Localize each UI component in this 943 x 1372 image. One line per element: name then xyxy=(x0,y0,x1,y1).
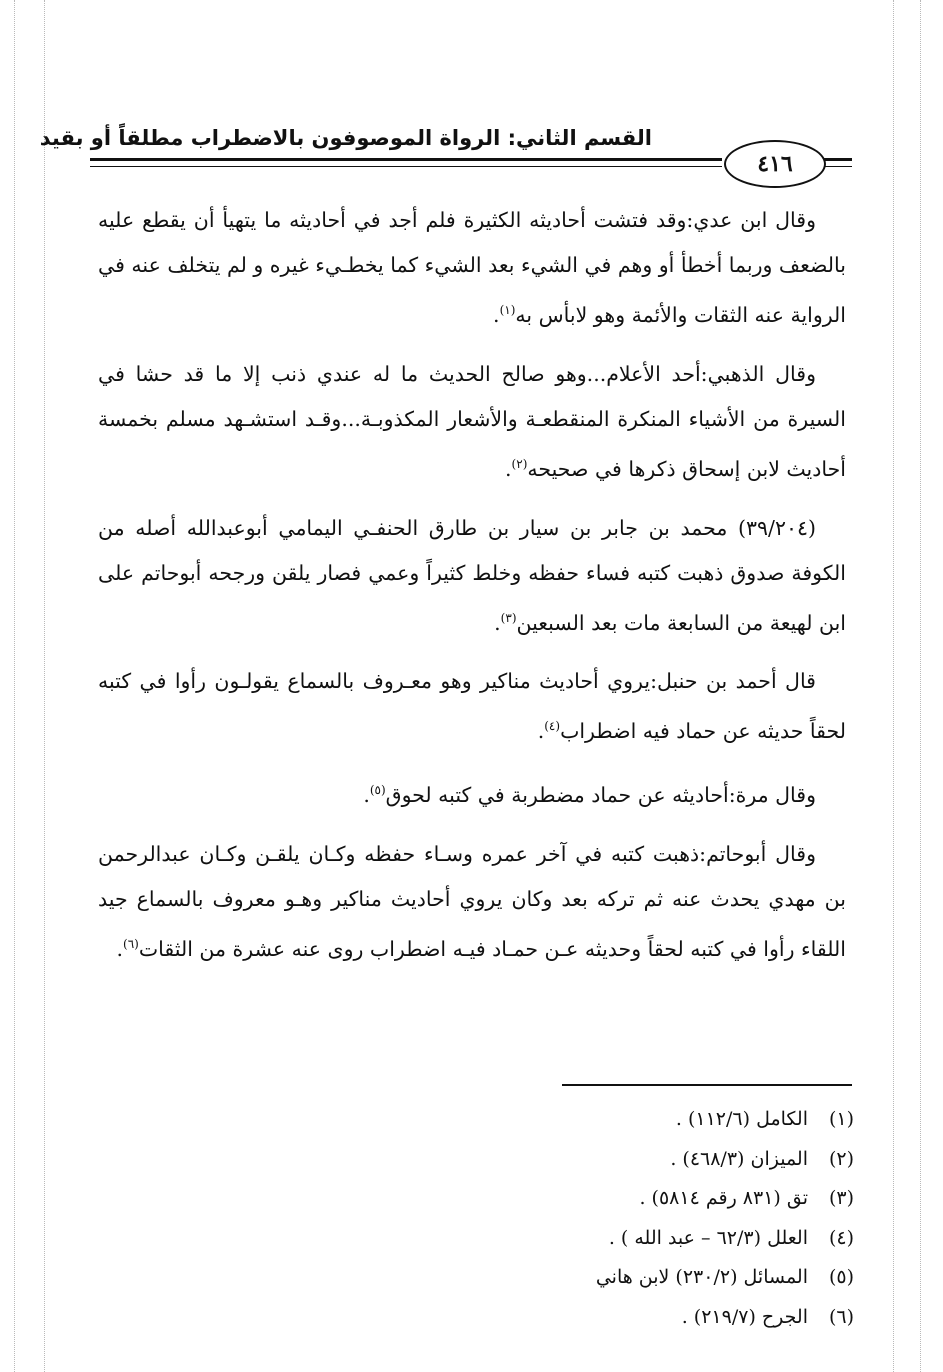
paragraph: وقال الذهبي:أحد الأعلام...وهو صالح الحديث ما له عندي ذنب إلا ما قد حشا في السيرة من الأشياء المنكرة المنقطعـة والأشعار المكذوبـة...وقـد استشـهد مسلم بخمسة أحاديث لابن إسحاق ذكرها في صحيحه$^{(٢)}$. xyxy=(98,361,846,481)
footnote-number: (٣) xyxy=(828,1187,854,1209)
paragraph-text: وقال مرة:أحاديثه عن حماد مضطربة في كتبه لحوق xyxy=(385,783,816,808)
footnote-separator xyxy=(562,1084,852,1086)
footnote xyxy=(500,1100,854,1140)
header-rule-thick xyxy=(90,158,722,161)
footnote-ref: (١) xyxy=(499,303,516,317)
footnote xyxy=(500,1258,854,1298)
footnote xyxy=(500,1179,854,1219)
footnote-text: الكامل (١١٢/٦) . xyxy=(675,1108,808,1130)
footnote-ref: (٥) xyxy=(369,783,386,798)
footnote xyxy=(500,1140,854,1180)
footnote-ref: (٦) xyxy=(123,937,139,952)
footnote-number: (٥) xyxy=(828,1266,854,1288)
paragraph-text: وقال ابن عدي:وقد فتشت أحاديثه الكثيرة فلم أجد في أحاديثه ما يتهيأ أن يقطع عليه بالضعف وربما أخطأ أو وهم في الشيء بعد الشيء كما يخطـيء غيره و لم يتخلف عنه في الرواية عنه الثقات والأئمة وهو لابأس به xyxy=(98,208,846,327)
paragraph: وقال أبوحاتم:ذهبت كتبه في آخر عمره وسـاء حفظه وكـان يلقـن وكـان عبدالرحمن بن مهدي يحدث عنه ثم تركه بعد وكان يروي أحاديث مناكير وهـو معروف بالسماع جيد اللقاء رأوا في كتبه لحقاً وحديثه عـن حمـاد فيـه اضطراب روى عنه عشرة من الثقات$^{(٦)}$. xyxy=(98,842,846,961)
paragraph: قال أحمد بن حنبل:يروي أحاديث مناكير وهو معـروف بالسماع يقولـون رأوا في كتبه لحقاً حديثه عن حماد فيه اضطراب$^{(٤)}$. xyxy=(98,669,846,744)
margin-guide-line xyxy=(14,0,15,1372)
paragraph-text: قال أحمد بن حنبل:يروي أحاديث مناكير وهو معـروف بالسماع يقولـون رأوا في كتبه لحقاً حديثه عن حماد فيه اضطراب xyxy=(98,669,846,744)
paragraph: وقال مرة:أحاديثه عن حماد مضطربة في كتبه لحوق$^{(٥)}$. xyxy=(363,783,816,808)
header-rule-thin xyxy=(90,166,722,167)
footnote-number: (٢) xyxy=(828,1147,854,1170)
footnote-text: الجرح (٢١٩/٧) . xyxy=(681,1305,808,1328)
footnote-ref: (٣) xyxy=(500,610,517,625)
footnote-ref: (٤) xyxy=(544,719,561,734)
footnote-ref: (٢) xyxy=(511,456,528,471)
footnote-text: تق (٨٣١ رقم ٥٨١٤) . xyxy=(639,1187,808,1209)
margin-guide-line xyxy=(920,0,921,1372)
header-rule-thin xyxy=(824,166,852,167)
paragraph-text: وقال أبوحاتم:ذهبت كتبه في آخر عمره وسـاء حفظه وكـان يلقـن وكـان عبدالرحمن بن مهدي يحدث عنه ثم تركه بعد وكان يروي أحاديث مناكير وهـو معروف بالسماع جيد اللقاء رأوا في كتبه لحقاً وحديثه عـن حمـاد فيـه اضطراب روى عنه عشرة من الثقات xyxy=(98,842,846,961)
footnote xyxy=(500,1298,854,1338)
paragraph: وقال ابن عدي:وقد فتشت أحاديثه الكثيرة فلم أجد في أحاديثه ما يتهيأ أن يقطع عليه بالضعف وربما أخطأ أو وهم في الشيء بعد الشيء كما يخطـيء غيره و لم يتخلف عنه في الرواية عنه الثقات والأئمة وهو لابأس به$^{(١)}$. xyxy=(98,208,846,327)
footnote xyxy=(500,1219,854,1259)
footnote-number: (٤) xyxy=(828,1226,854,1249)
header-rule-thick xyxy=(824,158,852,161)
margin-guide-line xyxy=(44,0,45,1372)
margin-guide-line xyxy=(893,0,894,1372)
footnote-text: العلل (٦٢/٣ – عبد الله ) . xyxy=(608,1226,808,1249)
main-text xyxy=(98,198,846,986)
paragraph-text: وقال الذهبي:أحد الأعلام...وهو صالح الحديث ما له عندي ذنب إلا ما قد حشا في السيرة من الأشياء المنكرة المنقطعـة والأشعار المكذوبـة...وقـد استشـهد مسلم بخمسة أحاديث لابن إسحاق ذكرها في صحيحه xyxy=(98,361,846,481)
footnotes xyxy=(500,1100,854,1337)
page-number: ٤١٦ xyxy=(724,140,826,188)
running-title: القسم الثاني: الرواة الموصوفون بالاضطراب مطلقاً أو بقيد xyxy=(39,126,652,150)
footnote-number: (١) xyxy=(828,1108,854,1130)
footnote-number: (٦) xyxy=(828,1305,854,1328)
footnote-text: المسائل (٢٣٠/٢) لابن هاني xyxy=(595,1266,808,1288)
paragraph-text: (٣٩/٢٠٤) محمد بن جابر بن سيار بن طارق الحنفـي اليمامي أبوعبدالله أصله من الكوفة صدوق ذهبت كتبه فساء حفظه وخلط كثيراً وعمي فصار يلقن ورجحه أبوحاتم على ابن لهيعة من السابعة مات بعد السبعين xyxy=(98,515,846,635)
paragraph: (٣٩/٢٠٤) محمد بن جابر بن سيار بن طارق الحنفـي اليمامي أبوعبدالله أصله من الكوفة صدوق ذهبت كتبه فساء حفظه وخلط كثيراً وعمي فصار يلقن ورجحه أبوحاتم على ابن لهيعة من السابعة مات بعد السبعين$^{(٣)}$. xyxy=(98,515,846,635)
page-header xyxy=(39,118,852,198)
footnote-text: الميزان (٤٦٨/٣) . xyxy=(670,1147,808,1170)
